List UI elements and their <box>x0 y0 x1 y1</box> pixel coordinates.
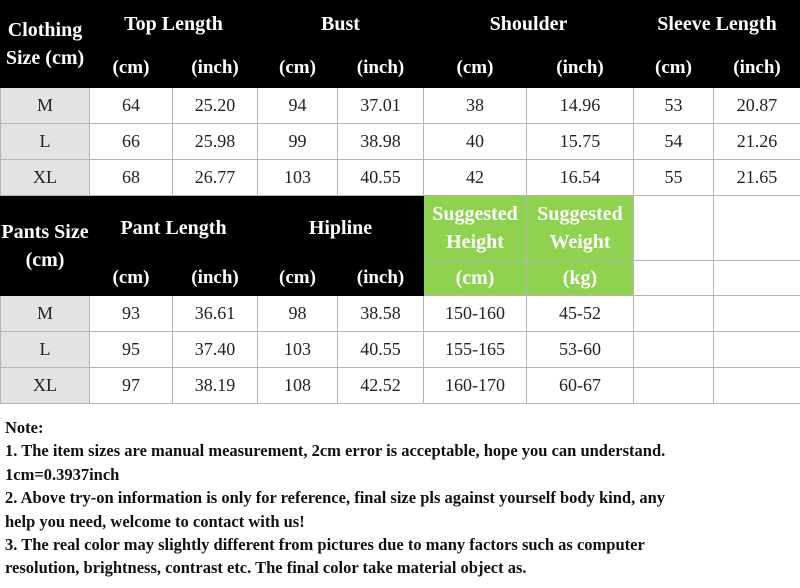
table-cell: 21.65 <box>714 160 800 196</box>
unit-cm: (cm) <box>90 48 173 88</box>
table-cell: 26.77 <box>173 160 258 196</box>
table-cell: 94 <box>258 88 338 124</box>
table-cell: 55 <box>634 160 714 196</box>
table-cell: 37.01 <box>338 88 424 124</box>
table-cell: 93 <box>90 296 173 332</box>
table-cell: 53 <box>634 88 714 124</box>
notes-section <box>5 416 797 580</box>
table-cell: 20.87 <box>714 88 800 124</box>
size-label: L <box>1 332 90 368</box>
table-cell: 54 <box>634 124 714 160</box>
table-cell: 150-160 <box>424 296 527 332</box>
note-line: 3. The real color may slightly different from pictures due to many factors such as computer <box>5 535 645 555</box>
table-cell: 45-52 <box>527 296 634 332</box>
table-cell: 15.75 <box>527 124 634 160</box>
table-cell: 97 <box>90 368 173 404</box>
unit-inch: (inch) <box>714 48 800 88</box>
table-cell: 38.58 <box>338 296 424 332</box>
unit-cm: (cm) <box>634 48 714 88</box>
table-cell: 108 <box>258 368 338 404</box>
table-cell: 42.52 <box>338 368 424 404</box>
table-row <box>1 368 800 404</box>
table-row <box>1 160 800 196</box>
unit-cm: (cm) <box>424 48 527 88</box>
table-cell: 16.54 <box>527 160 634 196</box>
table-cell: 53-60 <box>527 332 634 368</box>
table-cell: 40 <box>424 124 527 160</box>
top-length-header: Top Length <box>90 1 258 48</box>
table-cell: 99 <box>258 124 338 160</box>
empty-cell <box>714 261 800 296</box>
table-cell: 37.40 <box>173 332 258 368</box>
table-cell: 66 <box>90 124 173 160</box>
size-label: M <box>1 296 90 332</box>
table-row <box>1 124 800 160</box>
table-row <box>1 332 800 368</box>
table-cell: 64 <box>90 88 173 124</box>
unit-cm: (cm) <box>258 48 338 88</box>
empty-cell <box>634 196 714 261</box>
table-cell: 14.96 <box>527 88 634 124</box>
table-cell: 98 <box>258 296 338 332</box>
empty-cell <box>634 261 714 296</box>
pant-length-header: Pant Length <box>90 196 258 261</box>
notes-title: Note: <box>5 418 44 437</box>
unit-cm: (cm) <box>424 261 527 296</box>
size-label: XL <box>1 160 90 196</box>
table-cell: 60-67 <box>527 368 634 404</box>
table-cell: 160-170 <box>424 368 527 404</box>
table-row <box>1 88 800 124</box>
table-cell: 68 <box>90 160 173 196</box>
sleeve-length-header: Sleeve Length <box>634 1 800 48</box>
unit-inch: (inch) <box>527 48 634 88</box>
table-cell: 40.55 <box>338 160 424 196</box>
hipline-header: Hipline <box>258 196 424 261</box>
table-row <box>1 296 800 332</box>
table-cell: 155-165 <box>424 332 527 368</box>
unit-inch: (inch) <box>338 48 424 88</box>
table-cell: 38.19 <box>173 368 258 404</box>
note-line: resolution, brightness, contrast etc. The final color take material object as. <box>5 558 527 578</box>
size-label: M <box>1 88 90 124</box>
empty-cell <box>714 332 800 368</box>
table-cell: 38 <box>424 88 527 124</box>
table-cell: 103 <box>258 332 338 368</box>
empty-cell <box>714 196 800 261</box>
clothing-size-header: Clothing Size (cm) <box>1 1 90 88</box>
table-cell: 40.55 <box>338 332 424 368</box>
empty-cell <box>634 332 714 368</box>
note-line: help you need, welcome to contact with us! <box>5 511 305 531</box>
table-cell: 21.26 <box>714 124 800 160</box>
empty-cell <box>634 368 714 404</box>
empty-cell <box>634 296 714 332</box>
table-cell: 103 <box>258 160 338 196</box>
note-line: 1. The item sizes are manual measurement, 2cm error is acceptable, hope you can understand. <box>5 441 666 461</box>
empty-cell <box>714 368 800 404</box>
table-cell: 95 <box>90 332 173 368</box>
unit-kg: (kg) <box>527 261 634 296</box>
bust-header: Bust <box>258 1 424 48</box>
table-cell: 42 <box>424 160 527 196</box>
table-cell: 25.98 <box>173 124 258 160</box>
empty-cell <box>714 296 800 332</box>
shoulder-header: Shoulder <box>424 1 634 48</box>
note-line: 1cm=0.3937inch <box>5 464 120 484</box>
unit-inch: (inch) <box>173 261 258 296</box>
suggested-weight-header: Suggested Weight <box>527 196 634 261</box>
table-cell: 38.98 <box>338 124 424 160</box>
table-cell: 36.61 <box>173 296 258 332</box>
suggested-height-header: Suggested Height <box>424 196 527 261</box>
unit-cm: (cm) <box>258 261 338 296</box>
unit-cm: (cm) <box>90 261 173 296</box>
unit-inch: (inch) <box>338 261 424 296</box>
pants-size-header: Pants Size (cm) <box>1 196 90 296</box>
table-cell: 25.20 <box>173 88 258 124</box>
size-label: L <box>1 124 90 160</box>
unit-inch: (inch) <box>173 48 258 88</box>
note-line: 2. Above try-on information is only for reference, final size pls against yourself body kind, any <box>5 488 666 508</box>
size-label: XL <box>1 368 90 404</box>
